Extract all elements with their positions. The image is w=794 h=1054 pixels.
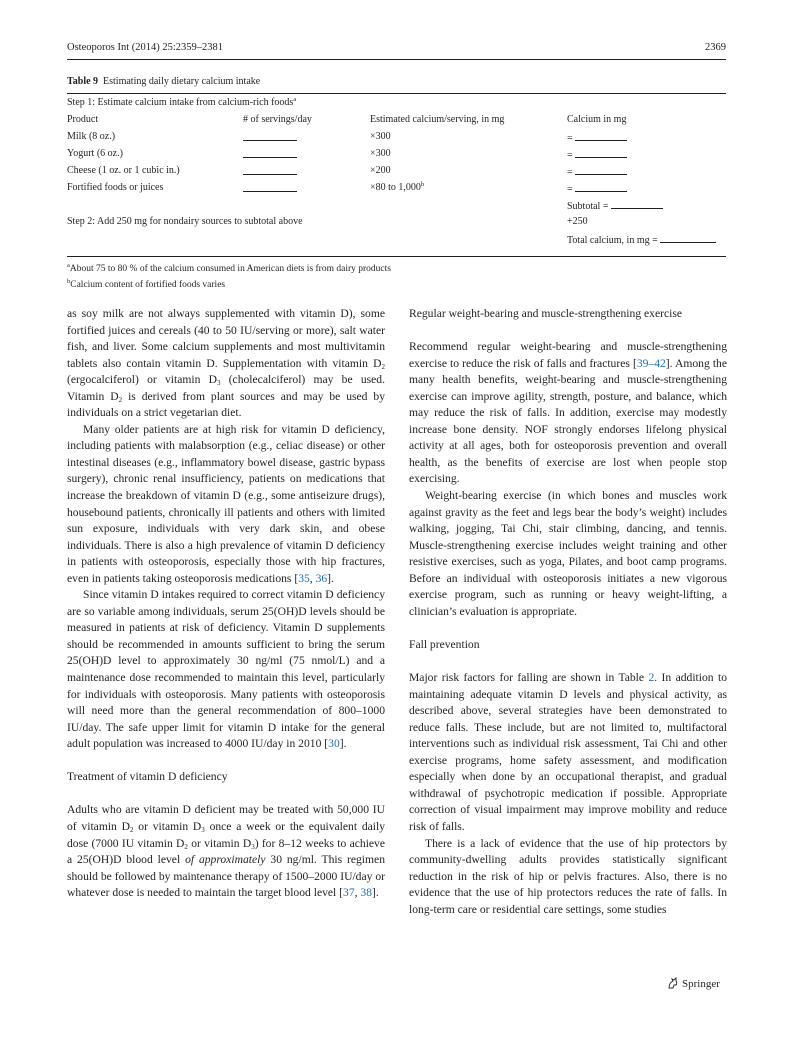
running-header: [67, 42, 726, 58]
table-step2-row: [67, 216, 726, 230]
calcium-blank: [575, 148, 627, 158]
section-heading: Fall prevention: [409, 637, 480, 651]
total-label: Total calcium, in mg =: [567, 235, 658, 246]
springer-horse-icon: [667, 977, 679, 989]
subtotal-label: Subtotal =: [567, 201, 609, 212]
citation-link[interactable]: 30: [328, 737, 340, 751]
citation-link[interactable]: 36: [315, 571, 328, 585]
step2-text: Step 2: Add 250 mg for nondairy sources to subtotal above: [67, 216, 303, 227]
page-number: 2369: [705, 42, 726, 53]
paragraph: Recommend regular weight-bearing and muscle-strengthening exercise to reduce the risk of falls and fractures [39–42]. Among the many health benefits, weight-bearing and muscle-strengthening exercise can improve agility, strength, posture, and balance, which may reduce the risk of falls. In addition, exercise may modestly increase bone density. NOF strongly endorses lifelong physical activity at all ages, both for osteoporosis prevention and overall health, as the benefits of exercise are lost when people stop exercising.: [409, 340, 727, 486]
paragraph: Adults who are vitamin D deficient may be treated with 50,000 IU of vitamin $D_2$ or vitamin $D_3$ once a week or the equivalent daily dose (7000 IU vitamin $D_2$ or vitamin $D_3$) for 8–12 weeks to achieve a 25(OH)D blood level of approximately 30 ng/ml. This regimen should be followed by maintenance therapy of 1500–2000 IU/day or whatever dose is needed to maintain the target blood level [37, 38].: [67, 803, 386, 900]
right-column: [409, 306, 727, 918]
citation-link[interactable]: 35: [298, 571, 310, 585]
paragraph: Weight-bearing exercise (in which bones and muscles work against gravity as the feet and legs bear the body’s weight) includes walking, jogging, Tai Chi, stair climbing, dancing, and tennis. Muscle-strengthening exercise includes weight training and other resistive exercises, such as yoga, Pilates, and boot camp programs. Before an individual with osteoporosis initiates a new vigorous exercise program, such as running or heavy weight-lifting, a clinician’s evaluation is appropriate.: [409, 489, 727, 618]
table-subtotal-row: [67, 199, 726, 213]
paragraph: Many older patients are at high risk for vitamin D deficiency, including patients with malabsorption (e.g., celiac disease) or other intestinal diseases (e.g., inflammatory bowel disease, gastric bypass surgery), chronic renal insufficiency, patients on medications that increase the breakdown of vitamin D (e.g., some antiseizure drugs), housebound patients, chronically ill patients and others with limited sun exposure, individuals with very dark skin, and obese individuals. There is also a high prevalence of vitamin D deficiency in patients with osteoporosis, especially those with hip fractures, even in patients taking osteoporosis medications [35, 36].: [67, 422, 385, 585]
journal-citation: Osteoporos Int (2014) 25:2359–2381: [67, 42, 224, 53]
col-header-estimate: Estimated calcium/serving, in mg: [370, 114, 505, 125]
citation-link[interactable]: 38: [360, 886, 372, 900]
left-column: [67, 306, 385, 902]
table-top-rule: [67, 93, 726, 94]
table-row: Yogurt (6 oz.) ×300 =: [67, 148, 726, 162]
section-heading: Treatment of vitamin D deficiency: [67, 770, 228, 784]
col-header-calcium: Calcium in mg: [567, 114, 627, 125]
table-row: Cheese (1 oz. or 1 cubic in.) ×200 =: [67, 165, 726, 179]
table-bottom-rule: [67, 256, 726, 257]
table-caption: [67, 76, 260, 87]
table-row: Fortified foods or juices ×80 to 1,000$^b$ =: [67, 182, 726, 196]
paragraph: as soy milk are not always supplemented with vitamin D), some fortified juices and cereals (40 to 50 IU/serving or more), salt water fish, and liver. Some calcium supplements and most multivitamin tablets also contain vitamin D. Supplementation with vitamin $D_2$ (ergocalciferol) or vitamin $D_3$ (cholecalciferol) may be used. Vitamin $D_2$ is derived from plant sources and may be used by individuals on a strict vegetarian diet.: [67, 307, 385, 420]
calcium-blank: [575, 182, 627, 192]
col-header-servings: # of servings/day: [243, 114, 312, 125]
table-title: Estimating daily dietary calcium intake: [103, 76, 261, 87]
servings-blank: [243, 182, 297, 192]
step1-text: Step 1: Estimate calcium intake from calcium-rich foods: [67, 97, 294, 108]
footnote-b: $^b$Calcium content of fortified foods varies: [67, 278, 226, 290]
calcium-blank: [575, 165, 627, 175]
table-header-row: [67, 114, 726, 128]
total-blank: [660, 233, 716, 243]
footnote-a: $^a$About 75 to 80 % of the calcium consumed in American diets is from dairy products: [67, 262, 391, 274]
table-total-row: [67, 233, 726, 247]
publisher-logo: [667, 977, 720, 990]
paragraph: Since vitamin D intakes required to correct vitamin D deficiency are so variable among individuals, serum 25(OH)D levels should be measured in patients at risk of deficiency. Vitamin D supplements should be recommended in amounts sufficient to bring the serum 25(OH)D level to approximately 30 ng/ml (75 nmol/L) and a maintenance dose recommended to maintain this level, particularly for individuals with osteoporosis. Many patients with osteoporosis will need more than the general recommendation of 800–1000 IU/day. The safe upper limit for vitamin D intake for the general adult population was increased to 4000 IU/day in 2010 [30].: [67, 588, 385, 751]
servings-blank: [243, 148, 297, 158]
subtotal-blank: [611, 199, 663, 209]
citation-link[interactable]: 39–42: [636, 356, 666, 370]
table-row: Milk (8 oz.) ×300 =: [67, 131, 726, 145]
table-link[interactable]: 2: [648, 671, 655, 685]
header-rule: [67, 59, 726, 60]
section-heading: Regular weight-bearing and muscle-strengthening exercise: [409, 307, 682, 320]
paragraph: There is a lack of evidence that the use of hip protectors by community-dwelling adults provides statistically significant reduction in the risk of hip or pelvis fractures. Also, there is no evidence that the use of hip protectors reduces the rate of falls. In long-term care or residential care settings, some studies: [409, 836, 727, 916]
calcium-blank: [575, 131, 627, 141]
plus-250: +250: [567, 216, 588, 227]
paragraph: Major risk factors for falling are shown in Table 2. In addition to maintaining adequate vitamin D levels and physical activity, as described above, several strategies have been demonstrated to reduce falls. These include, but are not limited to, multifactoral interventions such as individual risk assessment, Tai Chi and other exercise programs, home safety assessment, and modification especially when done by an occupational therapist, and gradual withdrawal of psychotropic medication if possible. Appropriate correction of visual impairment may improve mobility and reduce risk of falls.: [409, 671, 727, 833]
publisher-name: Springer: [682, 978, 720, 990]
table-step1-row: Step 1: Estimate calcium intake from calcium-rich foods$^a$: [67, 96, 297, 108]
servings-blank: [243, 165, 297, 175]
col-header-product: Product: [67, 114, 99, 125]
citation-link[interactable]: 37: [343, 886, 355, 900]
servings-blank: [243, 131, 297, 141]
table-label: Table 9: [67, 76, 99, 87]
